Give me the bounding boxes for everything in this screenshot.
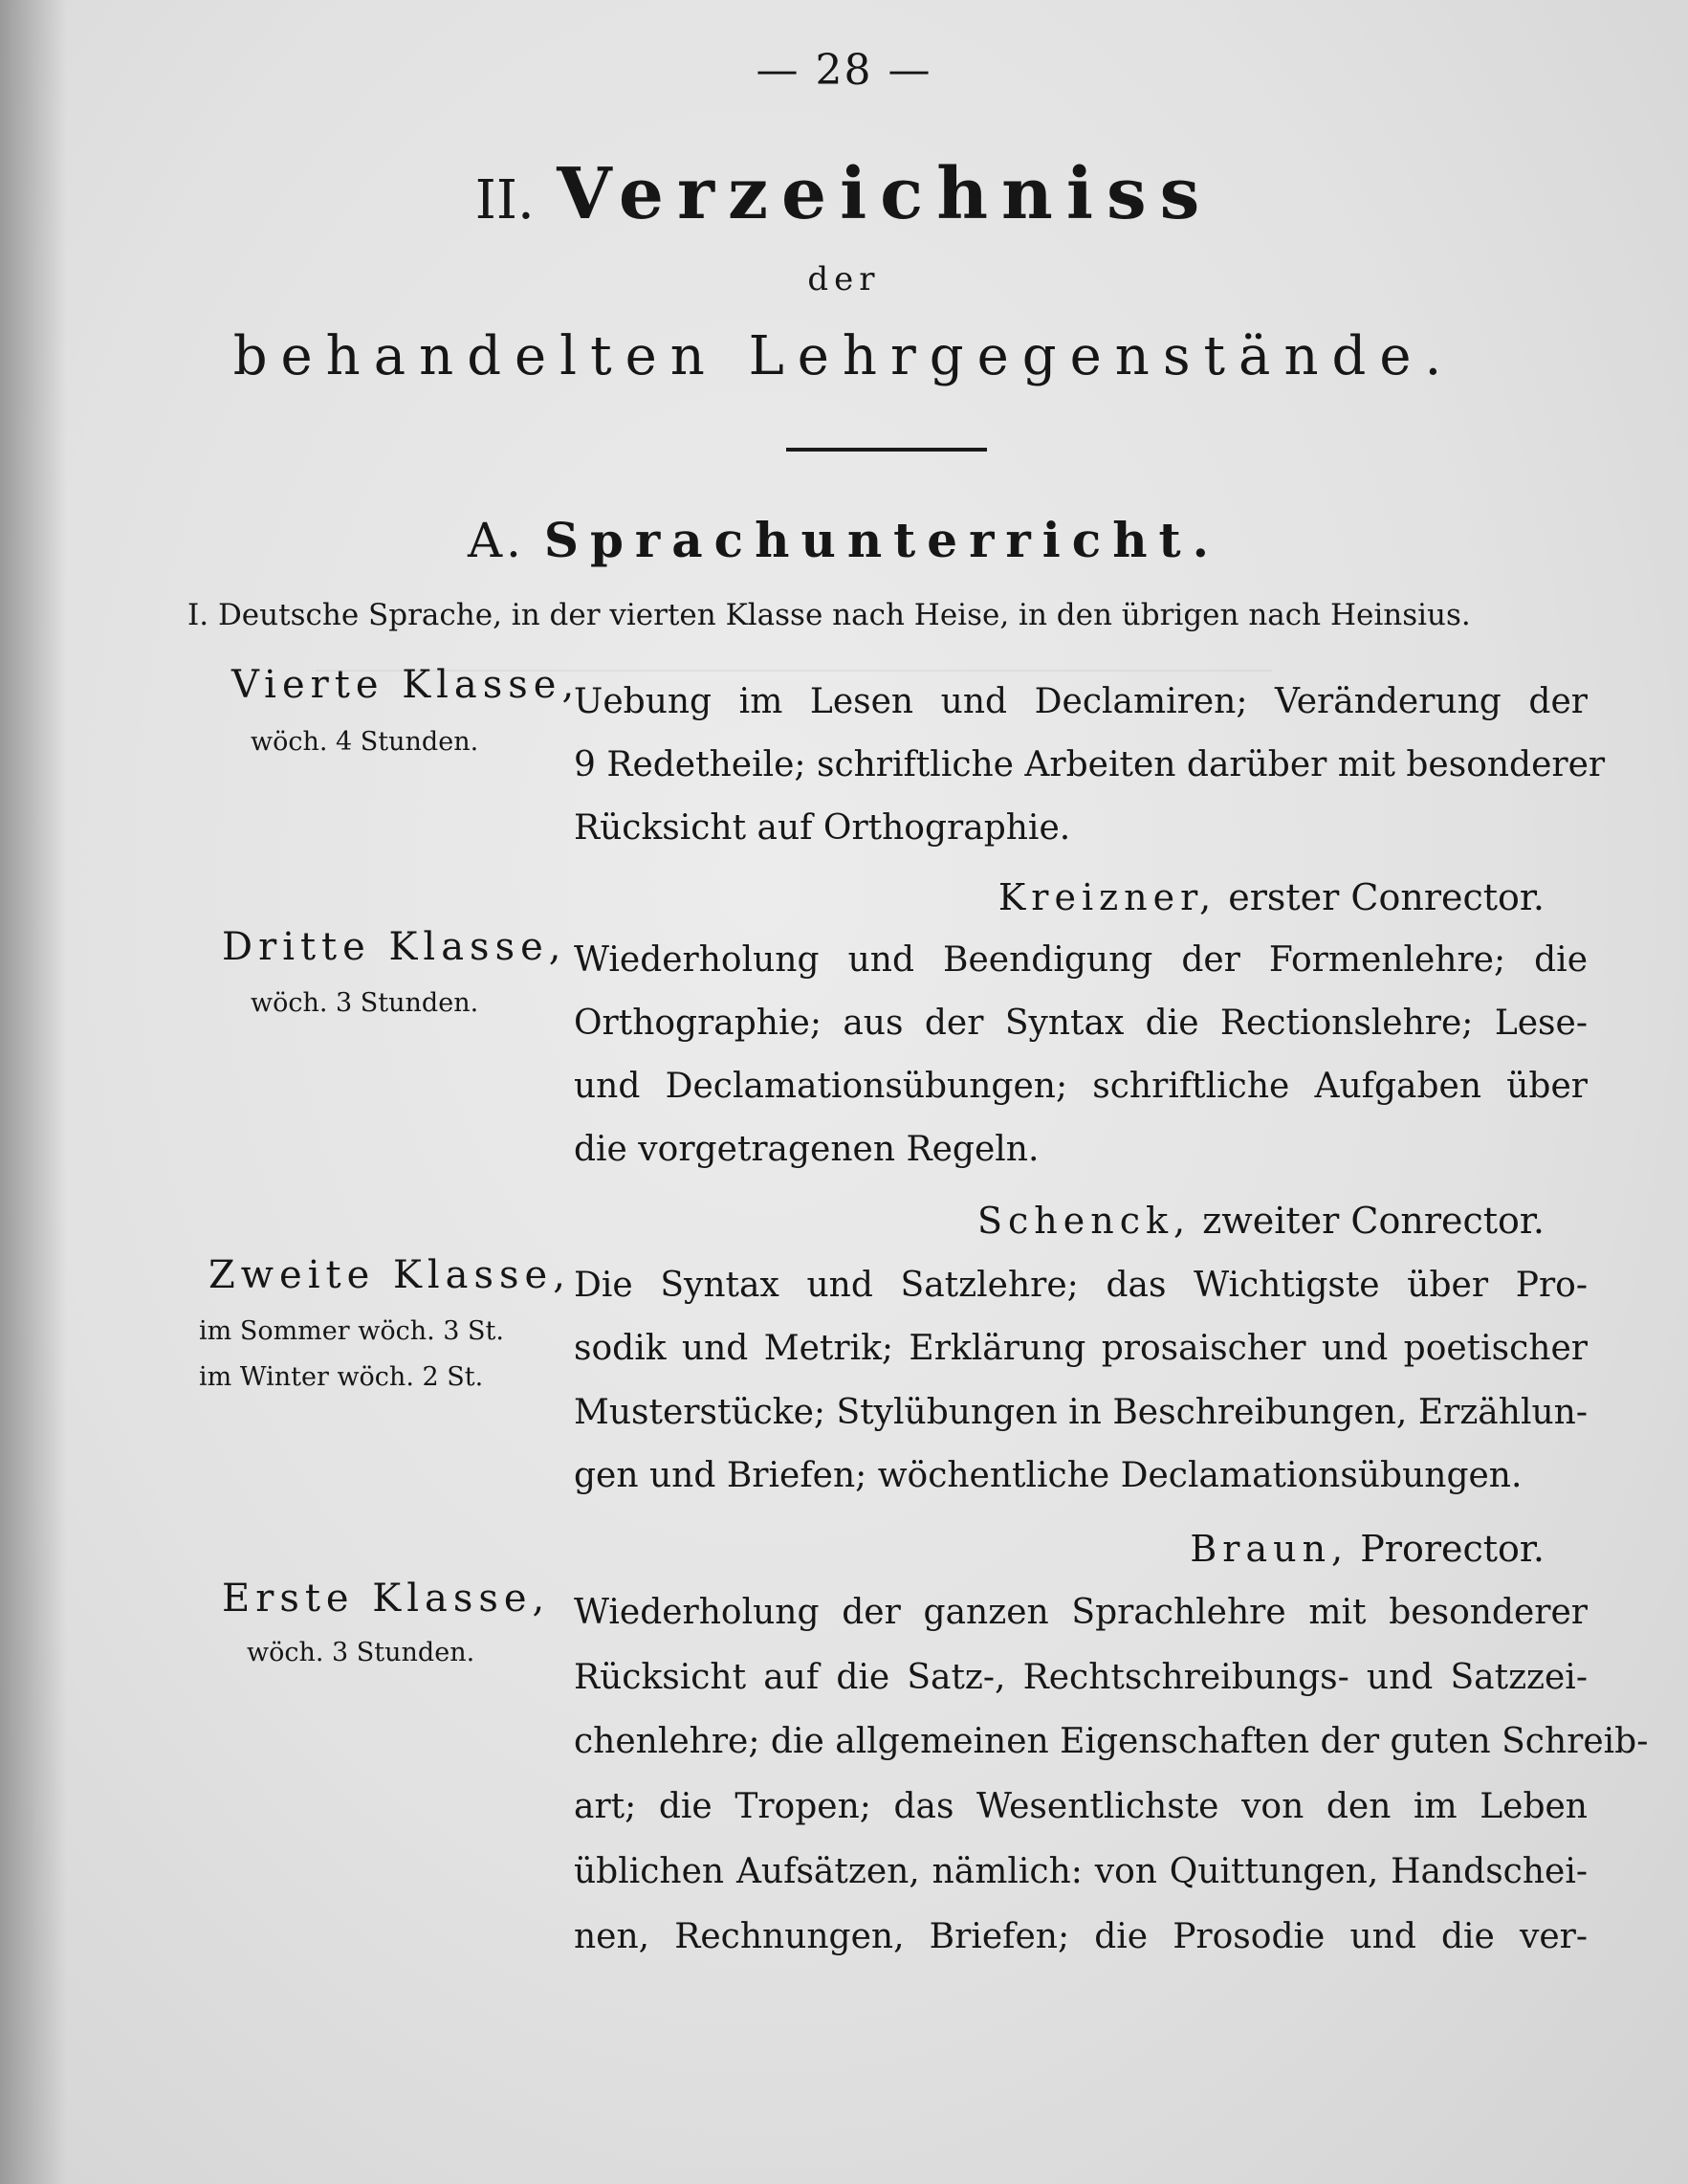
- teacher-role: erster Conrector.: [1228, 876, 1545, 918]
- class-hours-erste: wöch. 3 Stunden.: [247, 1638, 475, 1667]
- body-line: 9 Redetheile; schriftliche Arbeiten darüber mit besonderer: [574, 745, 1606, 784]
- class-label-erste: Erste Klasse,: [222, 1577, 551, 1621]
- teacher-role: zweiter Conrector.: [1202, 1200, 1545, 1242]
- title-roman-numeral: II.: [474, 169, 535, 232]
- body-line: Rücksicht auf die Satz-, Rechtschreibungs- und Satzzei-: [574, 1658, 1588, 1697]
- body-line: und Declamationsübungen; schriftliche Aufgaben über: [574, 1067, 1588, 1106]
- page-title: [0, 151, 1688, 244]
- teacher-name: Schenck,: [976, 1200, 1192, 1242]
- body-line: Rücksicht auf Orthographie.: [574, 808, 1071, 848]
- page-number: — 28 —: [756, 46, 932, 95]
- body-line: üblichen Aufsätzen, nämlich: von Quittungen, Handschei-: [574, 1852, 1588, 1891]
- teacher-credit-dritte: [977, 1200, 1545, 1242]
- section-letter: A.: [467, 513, 525, 568]
- class-hours-dritte: wöch. 3 Stunden.: [251, 988, 479, 1018]
- body-line: Musterstücke; Stylübungen in Beschreibungen, Erzählun-: [574, 1393, 1588, 1432]
- teacher-role: Prorector.: [1360, 1528, 1545, 1570]
- body-line: nen, Rechnungen, Briefen; die Prosodie und die ver-: [574, 1917, 1588, 1956]
- page-subtitle: behandelten Lehrgegenstände.: [232, 325, 1456, 387]
- body-line: die vorgetragenen Regeln.: [574, 1130, 1040, 1169]
- title-der: der: [807, 260, 881, 298]
- body-line: Orthographie; aus der Syntax die Rectionslehre; Lese-: [574, 1004, 1588, 1043]
- teacher-credit-zweite: [1190, 1528, 1545, 1570]
- class-hours-zweite-sommer: im Sommer wöch. 3 St.: [199, 1316, 504, 1346]
- body-line: sodik und Metrik; Erklärung prosaischer und poetischer: [574, 1329, 1588, 1368]
- class-label-zweite: Zweite Klasse,: [208, 1253, 571, 1297]
- section-heading: [0, 512, 1688, 568]
- class-hours-vierte: wöch. 4 Stunden.: [251, 727, 479, 757]
- title-divider: [786, 448, 987, 452]
- class-label-dritte: Dritte Klasse,: [222, 925, 567, 969]
- title-main: Verzeichniss: [557, 153, 1214, 235]
- body-line: Wiederholung der ganzen Sprachlehre mit besonderer: [574, 1593, 1588, 1632]
- class-label-vierte: Vierte Klasse,: [231, 663, 581, 707]
- class-hours-zweite-winter: im Winter wöch. 2 St.: [199, 1362, 484, 1392]
- body-line: art; die Tropen; das Wesentlichste von den im Leben: [574, 1787, 1588, 1826]
- body-line: Die Syntax und Satzlehre; das Wichtigste über Pro-: [574, 1266, 1588, 1305]
- teacher-name: Kreizner,: [997, 876, 1217, 918]
- teacher-name: Braun,: [1190, 1528, 1349, 1570]
- section-title: Sprachunterricht.: [543, 512, 1221, 568]
- subject-line: I. Deutsche Sprache, in der vierten Klasse nach Heise, in den übrigen nach Heinsius.: [187, 598, 1471, 632]
- body-line: chenlehre; die allgemeinen Eigenschaften der guten Schreib-: [574, 1722, 1649, 1761]
- body-line: Uebung im Lesen und Declamiren; Veränderung der: [574, 682, 1588, 721]
- teacher-credit-vierte: [998, 876, 1545, 918]
- body-line: gen und Briefen; wöchentliche Declamationsübungen.: [574, 1456, 1523, 1495]
- body-line: Wiederholung und Beendigung der Formenlehre; die: [574, 940, 1588, 980]
